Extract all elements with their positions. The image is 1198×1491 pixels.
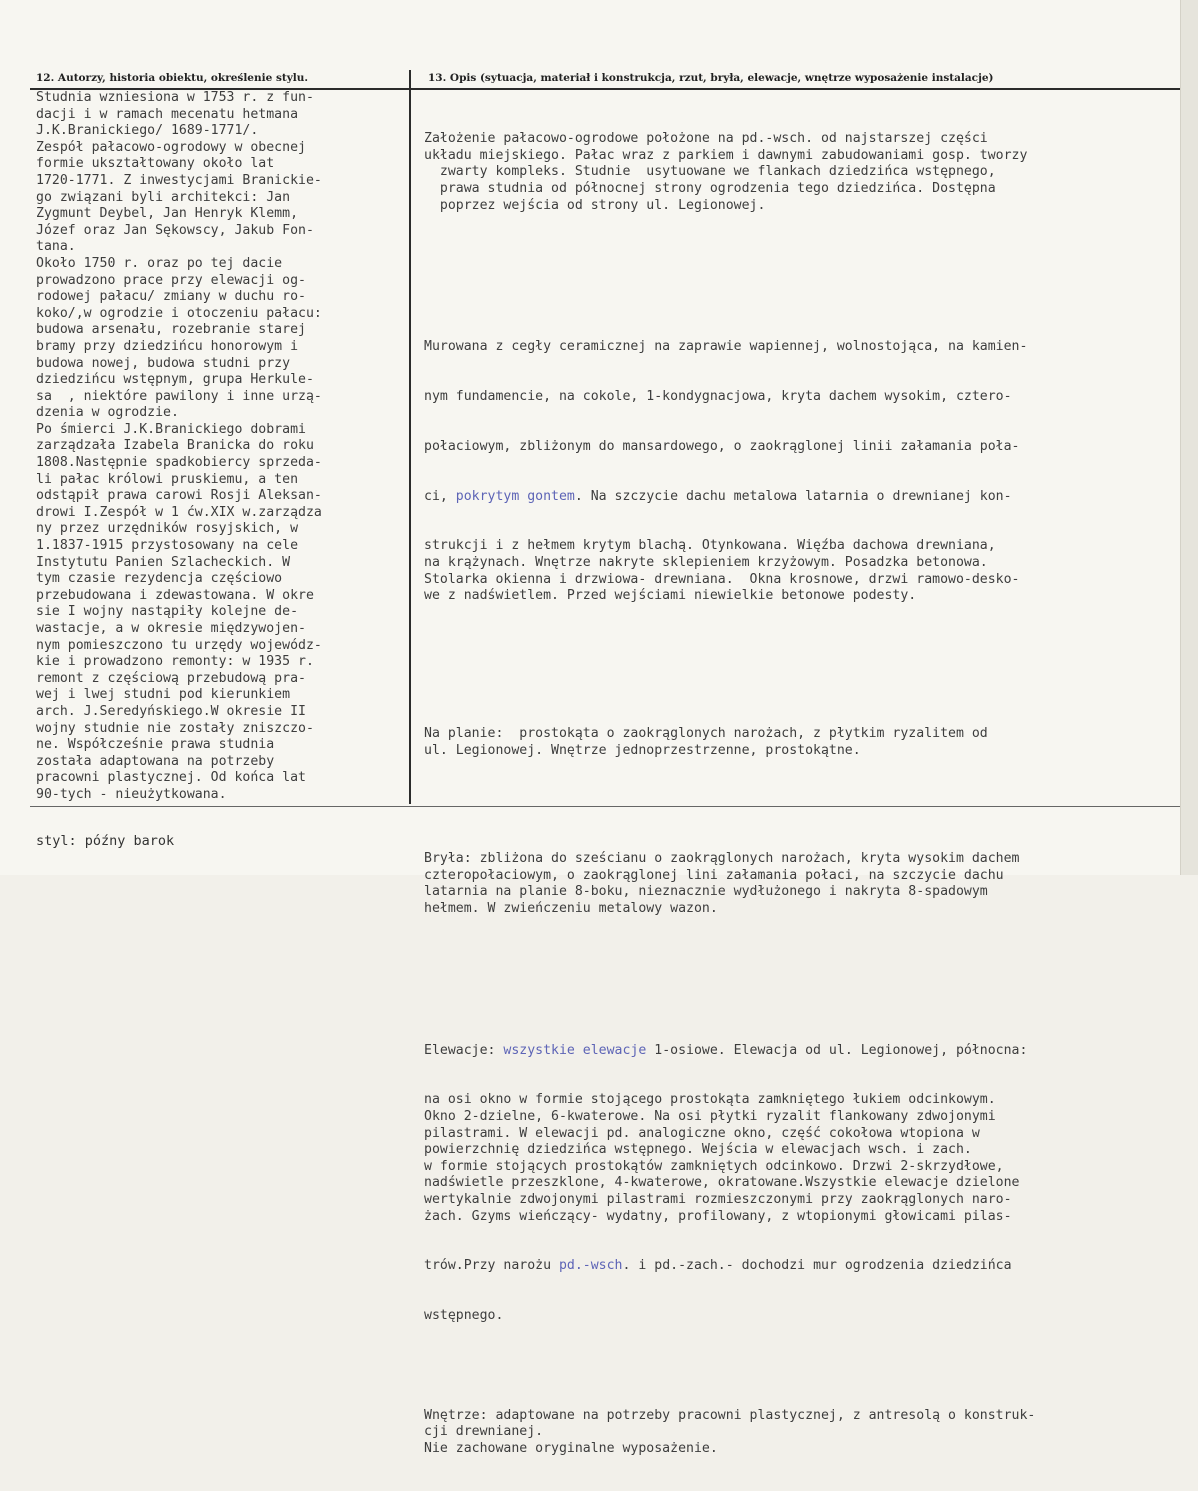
page-edge xyxy=(1180,0,1198,875)
text-line: 1808.Następnie spadkobiercy sprzeda- xyxy=(36,455,322,471)
text-line: rodowej pałacu/ zmiany w duchu ro- xyxy=(36,289,306,305)
text-line: latarnia na planie 8-boku, nieznacznie wydłużonego i nakryta 8-spadowym xyxy=(424,884,988,900)
text-line: wojny studnie nie zostały zniszczo- xyxy=(36,720,314,736)
text-line: 90-tych - nieużytkowana. xyxy=(36,786,227,802)
style-label: styl: późny barok xyxy=(36,833,175,849)
text-segment: ci, xyxy=(424,488,456,504)
section-12-header: 12. Autorzy, historia obiektu, określenie stylu. xyxy=(36,72,309,84)
text-line: hełmem. W zwieńczeniu metalowy wazon. xyxy=(424,900,718,916)
text-line: tana. xyxy=(36,239,76,255)
paragraph-plan xyxy=(424,726,1172,759)
text-line: Murowana z cegły ceramicznej na zaprawie wapiennej, wolnostojąca, na kamien- xyxy=(424,339,1028,355)
text-line: sa , niektóre pawilony i inne urzą- xyxy=(36,388,322,404)
text-line: Nie zachowane oryginalne wyposażenie. xyxy=(424,1440,718,1456)
text-line: J.K.Branickiego/ 1689-1771/. xyxy=(36,123,259,139)
text-line: czteropołaciowym, o zaokrąglonej lini załamania połaci, na szczycie dachu xyxy=(424,867,1004,883)
text-line: Około 1750 r. oraz po tej dacie xyxy=(36,255,283,271)
text-line: na krążynach. Wnętrze nakryte sklepieniem krzyżowym. Posadzka betonowa. xyxy=(424,555,988,571)
gap xyxy=(424,247,1172,256)
gap xyxy=(424,671,1172,676)
text-line: we z nadświetlem. Przed wejściami niewielkie betonowe podesty. xyxy=(424,588,917,604)
paragraph-elevations-rest xyxy=(424,1092,1172,1225)
text-line: pilastrami. W elewacji pd. analogiczne okno, część cokołowa wtopiona w xyxy=(424,1125,980,1141)
text-line: arch. J.Seredyńskiego.W okresie II xyxy=(36,703,306,719)
gap xyxy=(424,792,1172,801)
text-line: wstępnego. xyxy=(424,1308,504,1324)
history-column xyxy=(36,90,404,804)
text-line: zwarty kompleks. Studnie usytuowane we flankach dziedzińca wstępnego, xyxy=(424,164,996,180)
text-line: remont z częściową przebudową pra- xyxy=(36,670,306,686)
text-segment: . Na szczycie dachu metalowa latarnia o drewnianej kon- xyxy=(574,488,1012,504)
paragraph-interior xyxy=(424,1408,1172,1458)
text-line: kie i prowadzono remonty: w 1935 r. xyxy=(36,654,314,670)
text-line: powierzchnię dziedzińca wstępnego. Wejścia w elewacjach wsch. i zach. xyxy=(424,1142,972,1158)
text-line: ul. Legionowej. Wnętrze jednoprzestrzenne, prostokątne. xyxy=(424,742,861,758)
text-segment: 1-osiowe. Elewacja od ul. Legionowej, północna: xyxy=(654,1042,1028,1058)
paragraph-material xyxy=(424,306,1172,638)
text-line: Studnia wzniesiona w 1753 r. z fun- xyxy=(36,90,314,105)
text-line: nym fundamencie, na cokole, 1-kondygnacjowa, kryta dachem wysokim, cztero- xyxy=(424,389,1012,405)
text-line: wastacje, a w okresie międzywojen- xyxy=(36,621,306,636)
text-line: poprzez wejścia od strony ul. Legionowej. xyxy=(424,197,766,213)
column-divider xyxy=(409,70,411,804)
gap xyxy=(424,951,1172,960)
text-line: wertykalnie zdwojonymi pilastrami rozmieszczonymi przy zaokrąglonych naro- xyxy=(424,1192,1012,1207)
paragraph-elevations xyxy=(424,1009,1172,1357)
text-line: Instytutu Panien Szlacheckich. W xyxy=(36,554,291,570)
text-line: bramy przy dziedzińcu honorowym i xyxy=(36,338,299,354)
text-line: ne. Współcześnie prawa studnia xyxy=(36,737,275,753)
text-line: prawa studnia od północnej strony ogrodzenia tego dziedzińca. Dostępna xyxy=(424,180,996,196)
text-line xyxy=(424,489,1172,506)
text-line: przebudowana i zdewastowana. W okre xyxy=(36,587,314,603)
description-column xyxy=(424,98,1172,1491)
text-segment: trów.Przy narożu xyxy=(424,1258,559,1274)
text-line xyxy=(424,1258,1172,1275)
text-line xyxy=(424,1043,1172,1060)
text-line: w formie stojących prostokątów zamkniętych odcinkowo. Drzwi 2-skrzydłowe, xyxy=(424,1158,1004,1174)
text-line: Wnętrze: adaptowane na potrzeby pracowni plastycznej, z antresolą o konstruk- xyxy=(424,1407,1036,1423)
text-line: odstąpił prawa carowi Rosji Aleksan- xyxy=(36,488,322,504)
text-segment: . i pd.-zach.- dochodzi mur ogrodzenia dziedzińca xyxy=(622,1258,1012,1274)
text-line: formie ukształtowany około lat xyxy=(36,156,275,172)
text-line: prowadzono prace przy elewacji og- xyxy=(36,272,306,288)
blue-annotation: pd.-wsch xyxy=(558,1258,623,1274)
text-line: nadświetle przeszklone, 4-kwaterowe, okratowane.Wszystkie elewacje dzielone xyxy=(424,1175,1020,1191)
text-line: Na planie: prostokąta o zaokrąglonych narożach, z płytkim ryzalitem od xyxy=(424,725,988,741)
text-line: układu miejskiego. Pałac wraz z parkiem i dawnymi zabudowaniami gosp. tworzy xyxy=(424,147,1028,163)
paragraph-situation xyxy=(424,131,1172,214)
paragraph-massing xyxy=(424,851,1172,917)
text-line: Bryła: zbliżona do sześcianu o zaokrąglonych narożach, kryta wysokim dachem xyxy=(424,851,1020,867)
text-line: budowa arsenału, rozebranie starej xyxy=(36,322,306,338)
paragraph-material-rest xyxy=(424,538,1172,604)
text-line: Stolarka okienna i drzwiowa- drewniana. Okna krosnowe, drzwi ramowo-desko- xyxy=(424,571,1020,587)
text-line: budowa nowej, budowa studni przy xyxy=(36,355,291,371)
text-line: wej i lwej studni pod kierunkiem xyxy=(36,687,291,703)
text-line: Założenie pałacowo-ogrodowe położone na pd.-wsch. od najstarszej części xyxy=(424,131,988,147)
text-line: została adaptowana na potrzeby xyxy=(36,753,275,769)
text-line: żach. Gzyms wieńczący- wydatny, profilowany, z wtopionymi głowicami pilas- xyxy=(424,1208,1012,1224)
text-line: dzenia w ogrodzie. xyxy=(36,405,179,421)
text-line: Zespół pałacowo-ogrodowy w obecnej xyxy=(36,139,306,155)
text-line: tym czasie rezydencja częściowo xyxy=(36,571,283,587)
text-line: ny przez urzędników rosyjskich, w xyxy=(36,521,299,537)
text-line: pracowni plastycznej. Od końca lat xyxy=(36,770,306,786)
text-line: drowi I.Zespół w 1 ćw.XIX w.zarządza xyxy=(36,504,322,520)
text-line: zarządzała Izabela Branicka do roku xyxy=(36,438,314,454)
text-line: go związani byli architekci: Jan xyxy=(36,189,291,205)
text-line: Okno 2-dzielne, 6-kwaterowe. Na osi płytki ryzalit flankowany zdwojonymi xyxy=(424,1109,996,1125)
text-line: na osi okno w formie stojącego prostokąta zamkniętego łukiem odcinkowym. xyxy=(424,1092,996,1108)
text-line: dziedzińcu wstępnym, grupa Herkule- xyxy=(36,372,314,388)
text-segment: Elewacje: xyxy=(424,1042,504,1058)
blue-annotation: wszystkie elewacje xyxy=(503,1042,655,1058)
text-line: połaciowym, zbliżonym do mansardowego, o zaokrąglonej linii załamania poła- xyxy=(424,438,1020,454)
section-13-header: 13. Opis (sytuacja, materiał i konstrukcja, rzut, bryła, elewacje, wnętrze wyposażenie instalacje) xyxy=(428,72,994,84)
text-line: 1.1837-1915 przystosowany na cele xyxy=(36,538,299,554)
text-line: Zygmunt Deybel, Jan Henryk Klemm, xyxy=(36,206,299,222)
text-line: nym pomieszczono tu urzędy wojewódz- xyxy=(36,637,322,653)
text-line: strukcji i z hełmem krytym blachą. Otynkowana. Więźba dachowa drewniana, xyxy=(424,538,996,554)
blue-annotation: pokrytym gontem xyxy=(455,488,575,504)
text-line: cji drewnianej. xyxy=(424,1424,544,1440)
text-line: dacji i w ramach mecenatu hetmana xyxy=(36,106,299,122)
text-line: sie I wojny nastąpiły kolejne de- xyxy=(36,604,299,620)
text-line: Po śmierci J.K.Branickiego dobrami xyxy=(36,421,306,437)
text-line: li pałac królowi pruskiemu, a ten xyxy=(36,471,299,487)
text-line: Józef oraz Jan Sękowscy, Jakub Fon- xyxy=(36,222,314,238)
text-line: koko/,w ogrodzie i otoczeniu pałacu: xyxy=(36,305,322,321)
text-line: 1720-1771. Z inwestycjami Branickie- xyxy=(36,172,322,188)
